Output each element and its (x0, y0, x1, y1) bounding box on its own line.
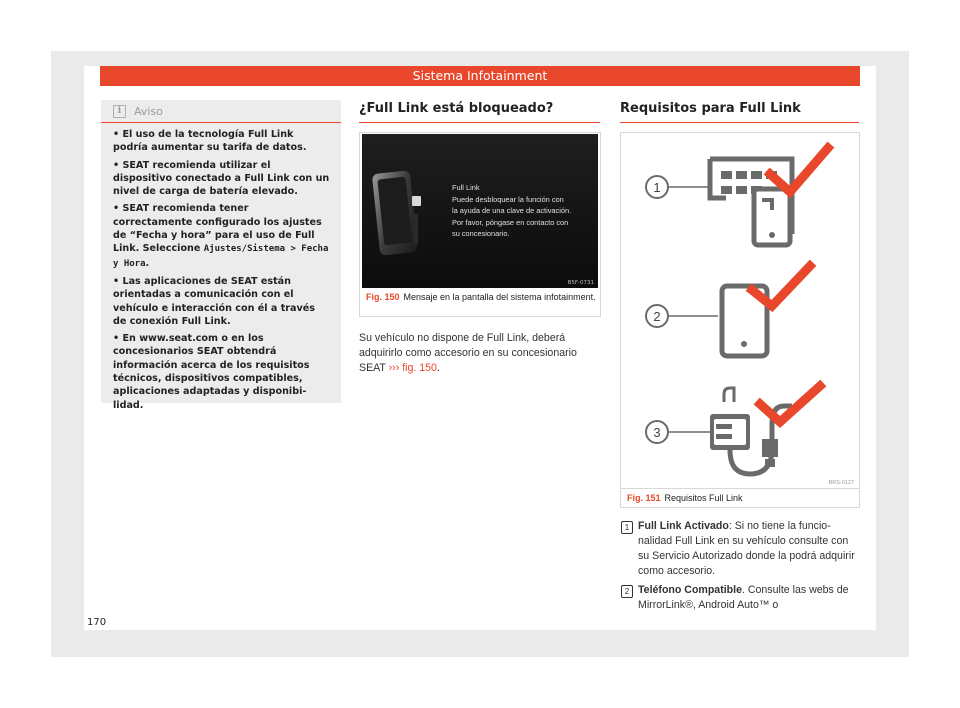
notice-body (113, 128, 331, 412)
usb-cable-icon (710, 388, 792, 474)
paragraph-text: Su vehículo no dispone de Full Link, deberá adquirirlo como accesorio en su concesionario SEAT (359, 332, 577, 374)
notice-item: • El uso de la tecnología Full Link podría aumentar su tarifa de datos. (113, 129, 307, 154)
item-term: Teléfono Compatible (638, 584, 742, 596)
phone-icon-1 (754, 189, 790, 245)
figure-label: Fig. 151 (627, 493, 661, 503)
notice-item-text: • SEAT recomienda tener correctamente configurado los ajustes de “Fecha y hora” para el uso de Full Link. Seleccione (113, 203, 322, 255)
screen-line: su concesionario. (452, 229, 510, 239)
paragraph-end: . (436, 362, 440, 374)
screen-line: la ayuda de una clave de activación. (452, 206, 572, 216)
middle-paragraph (359, 331, 603, 376)
callout-label-1: 1 (653, 180, 661, 195)
image-code: B5F-0731 (567, 280, 594, 286)
requirements-illustration (622, 134, 858, 486)
page-number: 170 (87, 617, 107, 628)
info-icon: i (113, 105, 126, 118)
item-text: . Consulte las webs de MirrorLink®, Android Auto™ o (638, 584, 849, 611)
callout-label-2: 2 (653, 309, 661, 324)
figure-151 (620, 132, 860, 508)
image-code: BRS-0127 (828, 480, 854, 486)
middle-section-title: ¿Full Link está bloqueado? (359, 101, 600, 123)
right-section-title: Requisitos para Full Link (620, 101, 859, 123)
cross-ref-arrow: ››› (388, 362, 400, 374)
item-term: Full Link Activado (638, 520, 729, 532)
notice-title: Aviso (134, 104, 163, 118)
notice-item-end: . (145, 257, 150, 269)
screen-message (452, 182, 598, 240)
figure-caption-text: Requisitos Full Link (664, 493, 743, 503)
notice-header (101, 100, 341, 123)
requirement-item (621, 519, 861, 579)
figure-150 (359, 132, 601, 317)
requirement-item (621, 583, 861, 613)
item-number: 2 (621, 585, 633, 598)
screen-line: Full Link (452, 183, 480, 192)
settings-path: Ajustes/Sistema > Fecha y Hora (113, 244, 329, 269)
notice-item: • Las aplicaciones de SEAT están orientadas a comunicación con el vehículo e interacción con él a través de conexión Full Link. (113, 275, 315, 327)
item-number: 1 (621, 521, 633, 534)
callout-label-3: 3 (653, 425, 661, 440)
notice-item: • En www.seat.com o en los concesionarios SEAT obtendrá información acerca de los requisitos técnicos, dispositivos compatibles, aplicaciones adaptadas y disponibilidad. (113, 333, 310, 411)
figure-caption (627, 493, 857, 504)
screen-line: Puede desbloquear la función con (452, 194, 564, 204)
screen-line: Por favor, póngase en contacto con (452, 217, 569, 227)
figure-caption (366, 292, 596, 303)
notice-item: • SEAT recomienda utilizar el dispositivo conectado a Full Link con un nivel de carga de batería elevado. (113, 159, 330, 198)
section-header: Sistema Infotainment (100, 66, 860, 86)
figure-label: Fig. 150 (366, 292, 400, 302)
notice-item (113, 202, 331, 270)
figure-caption-text: Mensaje en la pantalla del sistema infotainment. (403, 292, 596, 302)
item-text: : Si no tiene la funcionalidad Full Link en su vehículo consulte con su Servicio Autorizado donde la podrá adquirir como accesorio. (638, 520, 855, 577)
caption-divider (621, 488, 859, 489)
figure-link[interactable]: fig. 150 (402, 362, 437, 374)
notice-box (101, 100, 341, 411)
check-icon-1 (770, 148, 828, 192)
infotainment-screen-image (362, 134, 598, 288)
